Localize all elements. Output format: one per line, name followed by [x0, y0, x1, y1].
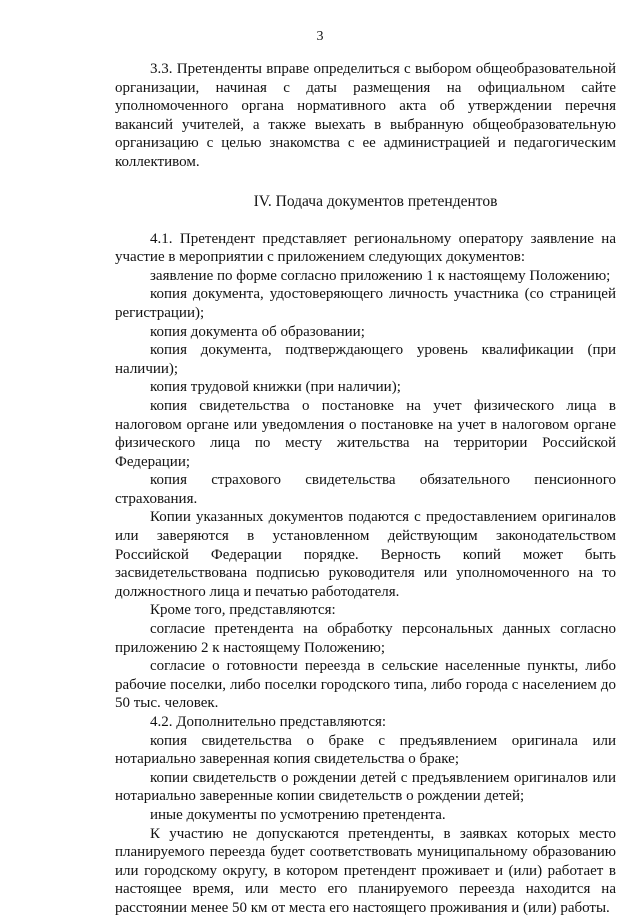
list-item: копии свидетельств о рождении детей с предъявлением оригиналов или нотариально заверенные копии свидетельств о рождении детей; [115, 769, 616, 805]
list-item: копия документа, удостоверяющего личность участника (со страницей регистрации); [115, 286, 616, 321]
paragraph-4-2: 4.2. Дополнительно представляются: [150, 714, 387, 730]
list-item: копия свидетельства о постановке на учет физического лица в налоговом органе или уведомления о постановке на учет в налоговом органе физического лица по месту жительства на территории Российской Федерации; [115, 397, 616, 470]
list-item: копия документа об образовании; [150, 323, 365, 340]
list-item: согласие претендента на обработку персональных данных согласно приложению 2 к настоящему Положению; [115, 621, 616, 656]
copies-note: Копии указанных документов подаются с предоставлением оригиналов или заверяются в установленном действующим законодательством Российской Федерации порядке. Верность копий может быть засвидетельствована подписью руководителя или уполномоченного на то должностного лица и печатью работодателя. [115, 509, 616, 600]
list-item: заявление по форме согласно приложению 1 к настоящему Положению; [150, 267, 611, 284]
list-item: копия документа, подтверждающего уровень квалификации (при наличии); [115, 342, 616, 377]
section-heading: IV. Подача документов претендентов [253, 192, 498, 210]
list-item: копия трудовой книжки (при наличии); [150, 379, 401, 396]
list-item: копия свидетельства о браке с предъявлением оригинала или нотариально заверенная копия свидетельства о браке; [115, 732, 616, 768]
also-intro: Кроме того, представляются: [150, 602, 336, 619]
list-item: иные документы по усмотрению претендента. [150, 806, 446, 823]
list-item: копия страхового свидетельства обязательного пенсионного страхования. [115, 472, 616, 507]
page-number: 3 [316, 29, 324, 44]
exclusion-note: К участию не допускаются претенденты, в заявках которых место планируемого переезда будет соответствовать муниципальному образованию или городскому округу, в котором претендент проживает и (или) работает в настоящее время, или место его планируемого переезда находится на расстоянии менее 50 км от места его настоящего проживания и (или) работы. [115, 825, 616, 916]
paragraph-3-3: 3.3. Претенденты вправе определиться с выбором общеобразовательной организации, начиная с даты размещения на официальном сайте уполномоченного органа нормативного акта об утверждении перечня вакансий учителей, а также выехать в выбранную общеобразовательную организацию с целью знакомства с ее администрацией и педагогическим коллективом. [115, 61, 616, 170]
list-item: согласие о готовности переезда в сельские населенные пункты, либо рабочие поселки, либо поселки городского типа, либо города с населением до 50 тыс. человек. [115, 658, 616, 712]
paragraph-4-1: 4.1. Претендент представляет региональному оператору заявление на участие в мероприятии с приложением следующих документов: [115, 230, 616, 266]
